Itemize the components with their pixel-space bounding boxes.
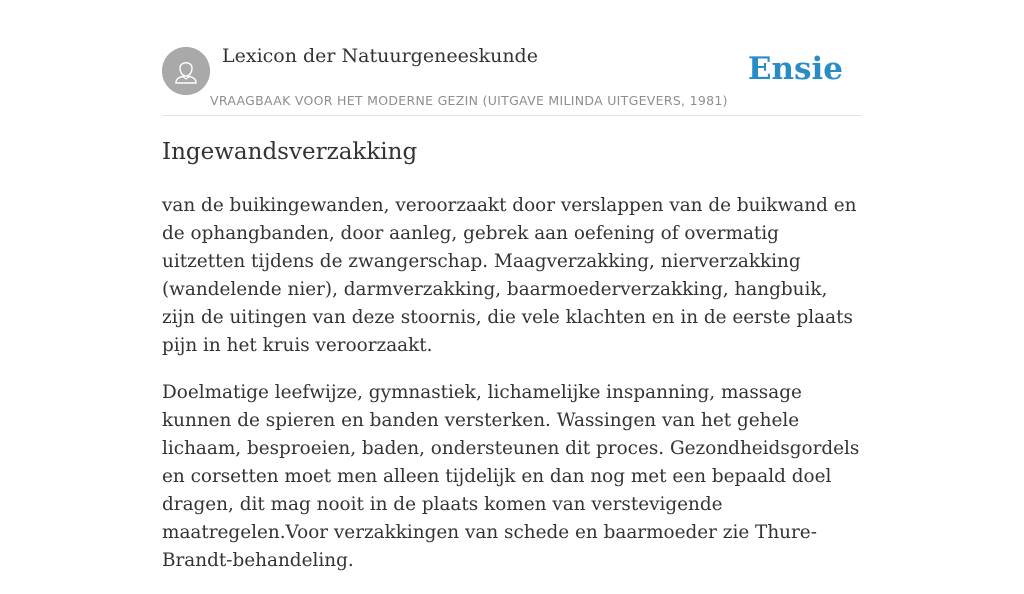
entry-paragraph: van de buikingewanden, veroorzaakt door verslappen van de buikwand en de ophangbanden, door aanleg, gebrek aan oefening of overmatig uitzetten tijdens de zwangerschap. Maagverzakking, nierverzakking (wandelende nier), darmverzakking, baarmoederverzakking, hangbuik, zijn de uitingen van deze stoornis, die vele klachten en in de eerste plaats pijn in het kruis veroorzaakt. <box>162 195 857 356</box>
brand-logo[interactable]: Ensie <box>747 51 843 87</box>
avatar[interactable] <box>162 47 210 95</box>
source-subtitle: VRAAGBAAK VOOR HET MODERNE GEZIN (UITGAVE MILINDA UITGEVERS, 1981) <box>210 93 728 108</box>
source-header <box>162 0 862 116</box>
user-silhouette-icon <box>162 47 210 95</box>
entry-paragraph: Doelmatige leefwijze, gymnastiek, lichamelijke inspanning, massage kunnen de spieren en banden versterken. Wassingen van het gehele lichaam, besproeien, baden, ondersteunen dit proces. Gezondheidsgordels en corsetten moet men alleen tijdelijk en dan nog met een bepaald doel dragen, dit mag nooit in de plaats komen van verstevigende maatregelen.Voor verzakkingen van schede en baarmoeder zie Thure-Brandt-behandeling. <box>162 382 860 571</box>
page <box>162 0 862 571</box>
entry-body <box>162 192 862 594</box>
source-title[interactable]: Lexicon der Natuurgeneeskunde <box>222 45 538 67</box>
entry-title: Ingewandsverzakking <box>162 139 418 165</box>
